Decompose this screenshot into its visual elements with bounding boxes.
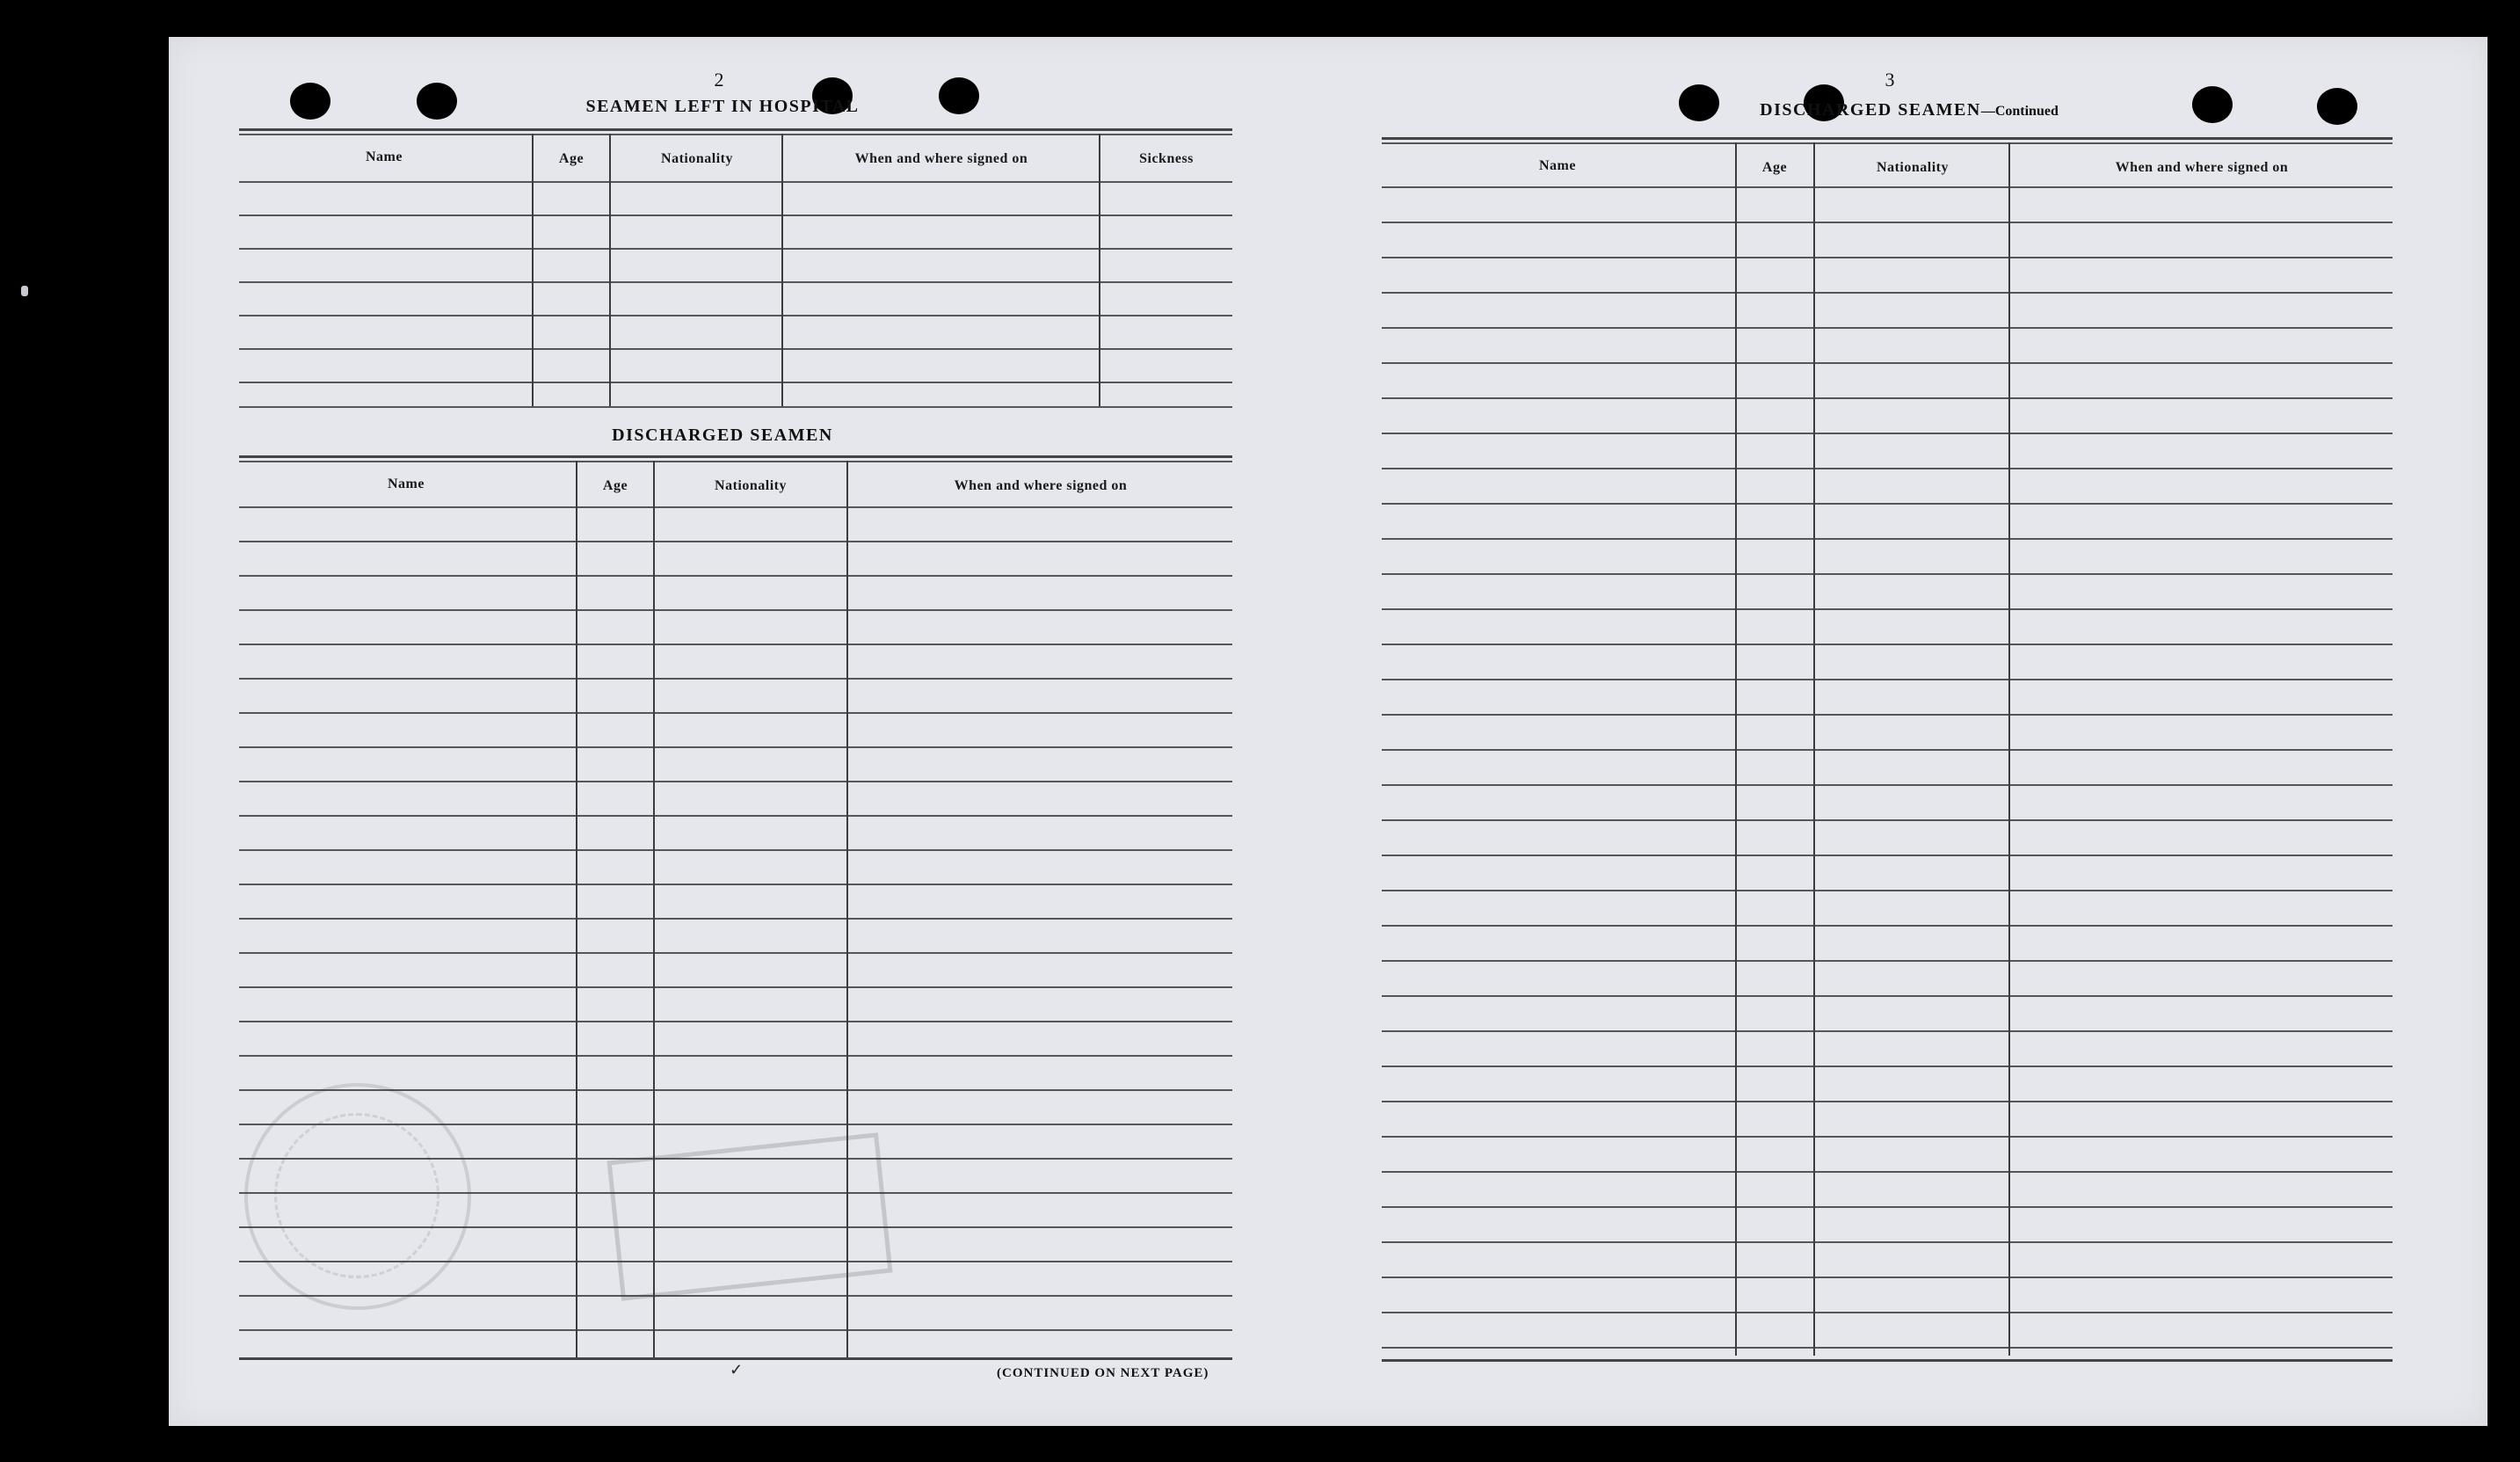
table-row — [239, 541, 1232, 542]
table-row — [239, 849, 1232, 851]
punch-hole-icon — [939, 77, 979, 114]
table-row — [1382, 362, 2393, 364]
table-row — [1382, 538, 2393, 540]
table-row — [1382, 1312, 2393, 1313]
column-header-name: Name — [388, 476, 425, 491]
dust-speck — [21, 286, 28, 296]
table-row — [239, 1055, 1232, 1057]
table-row — [239, 315, 1232, 316]
column-header-signed-on: When and where signed on — [2115, 160, 2289, 175]
table-row — [239, 248, 1232, 250]
discharged-continued-title — [1663, 100, 2155, 120]
table-row — [239, 609, 1232, 611]
table-row — [1382, 1347, 2393, 1349]
column-header-signed-on: When and where signed on — [954, 478, 1128, 493]
table-row — [239, 382, 1232, 383]
page-number-right: 3 — [1885, 69, 1895, 91]
table-row — [239, 644, 1232, 645]
table-row — [1382, 995, 2393, 997]
table-row — [239, 506, 1232, 508]
table-row — [1382, 1066, 2393, 1067]
table-row — [1382, 327, 2393, 329]
table-row — [239, 1158, 1232, 1160]
column-header-nationality: Nationality — [1877, 160, 1949, 175]
table-row — [1382, 1241, 2393, 1243]
page-number-left: 2 — [714, 69, 724, 91]
table-row — [239, 712, 1232, 714]
discharged-title-continued: —Continued — [1980, 104, 2059, 119]
table-row — [1382, 819, 2393, 821]
table-row — [239, 678, 1232, 680]
discharged-continued-table — [1382, 137, 2393, 1368]
table-row — [1382, 292, 2393, 294]
table-row — [239, 918, 1232, 920]
ledger-sheet — [169, 37, 2487, 1426]
table-row — [1382, 890, 2393, 891]
table-row — [1382, 1136, 2393, 1138]
table-row — [239, 1261, 1232, 1262]
hospital-table — [239, 128, 1232, 443]
column-header-nationality: Nationality — [661, 151, 733, 166]
punch-hole-icon — [2192, 86, 2233, 123]
table-row — [239, 1329, 1232, 1331]
table-row — [1382, 1171, 2393, 1173]
table-row — [1382, 503, 2393, 505]
column-header-name: Name — [1539, 158, 1576, 173]
column-header-signed-on: When and where signed on — [854, 151, 1028, 166]
table-row — [239, 1295, 1232, 1297]
punch-hole-icon — [2317, 88, 2357, 125]
discharged-table — [239, 455, 1232, 1366]
column-header-age: Age — [1761, 160, 1788, 175]
table-row — [1382, 855, 2393, 856]
checkmark-icon: ✓ — [730, 1361, 744, 1378]
table-row — [1382, 222, 2393, 223]
table-row — [239, 1124, 1232, 1125]
table-row — [239, 1089, 1232, 1091]
table-row — [1382, 1206, 2393, 1208]
column-header-age: Age — [558, 151, 585, 166]
table-row — [239, 1021, 1232, 1022]
table-row — [239, 746, 1232, 748]
table-row — [1382, 608, 2393, 610]
table-row — [239, 406, 1232, 408]
table-row — [239, 348, 1232, 350]
continued-note: (CONTINUED ON NEXT PAGE) — [997, 1366, 1209, 1380]
table-row — [1382, 784, 2393, 786]
column-header-age: Age — [602, 478, 628, 493]
table-row — [239, 215, 1232, 216]
column-header-sickness: Sickness — [1139, 151, 1194, 166]
table-row — [239, 181, 1232, 183]
discharged-section-title: DISCHARGED SEAMEN — [612, 426, 833, 445]
discharged-title-main: DISCHARGED SEAMEN — [1760, 100, 1981, 120]
table-row — [1382, 433, 2393, 434]
table-row — [1382, 749, 2393, 751]
punch-hole-icon — [417, 83, 457, 120]
table-row — [239, 781, 1232, 782]
table-row — [1382, 257, 2393, 258]
punch-hole-icon — [290, 83, 330, 120]
column-header-nationality: Nationality — [715, 478, 787, 493]
table-row — [1382, 468, 2393, 469]
table-row — [239, 952, 1232, 954]
column-header-name: Name — [366, 149, 403, 164]
table-row — [1382, 714, 2393, 716]
table-row — [239, 815, 1232, 817]
table-row — [239, 1226, 1232, 1228]
table-row — [1382, 186, 2393, 188]
table-row — [1382, 1101, 2393, 1102]
table-row — [1382, 1277, 2393, 1278]
table-row — [239, 281, 1232, 283]
table-row — [1382, 925, 2393, 927]
table-row — [1382, 679, 2393, 680]
table-row — [239, 884, 1232, 885]
table-row — [1382, 644, 2393, 645]
table-row — [239, 1192, 1232, 1194]
table-row — [1382, 1030, 2393, 1032]
table-row — [239, 575, 1232, 577]
hospital-section-title: SEAMEN LEFT IN HOSPITAL — [585, 97, 860, 116]
table-row — [239, 986, 1232, 988]
table-row — [1382, 397, 2393, 399]
table-row — [1382, 960, 2393, 962]
table-row — [1382, 573, 2393, 575]
